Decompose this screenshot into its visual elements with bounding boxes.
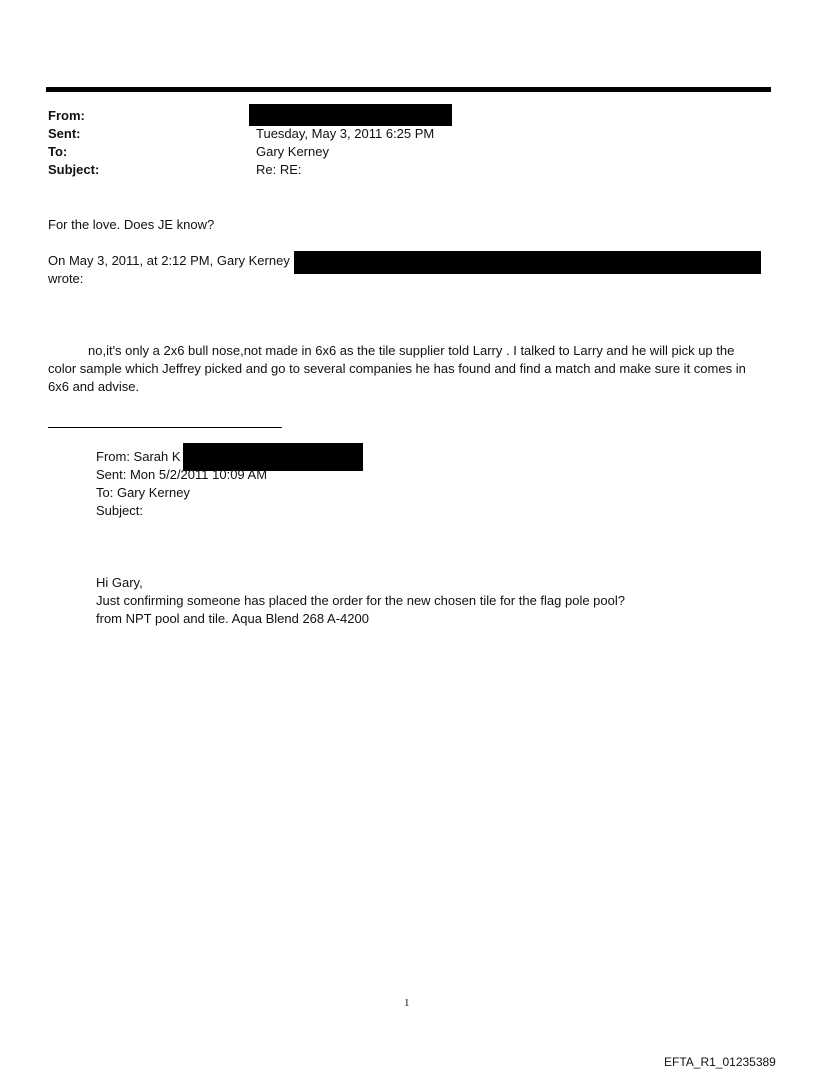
bates-id: EFTA_R1_01235389	[664, 1055, 776, 1069]
from-redaction	[249, 104, 452, 126]
sent-value: Tuesday, May 3, 2011 6:25 PM	[256, 126, 435, 141]
message-line-2: color sample which Jeffrey picked and go to several companies he has found and find a match and make sure it comes in	[48, 361, 746, 376]
original-sent: Sent: Mon 5/2/2011 10:09 AM	[96, 467, 268, 482]
subject-label: Subject:	[48, 162, 100, 177]
reply-text: For the love. Does JE know?	[48, 217, 215, 232]
quote-intro-line2: wrote:	[48, 271, 84, 286]
original-line-2: from NPT pool and tile. Aqua Blend 268 A-4200	[96, 611, 369, 626]
from-label: From:	[48, 108, 85, 123]
subject-value: Re: RE:	[256, 162, 302, 177]
separator-line	[48, 427, 282, 428]
original-to: To: Gary Kerney	[96, 485, 190, 500]
email-redaction	[294, 251, 761, 274]
to-value: Gary Kerney	[256, 144, 329, 159]
quote-intro-line1: On May 3, 2011, at 2:12 PM, Gary Kerney	[48, 253, 290, 268]
original-subject: Subject:	[96, 503, 143, 518]
header-rule	[46, 87, 771, 92]
sent-label: Sent:	[48, 126, 81, 141]
original-greeting: Hi Gary,	[96, 575, 143, 590]
original-line-1: Just confirming someone has placed the order for the new chosen tile for the flag pole pool?	[96, 593, 625, 608]
page-number: 1	[404, 997, 410, 1009]
to-label: To:	[48, 144, 68, 159]
message-line-3: 6x6 and advise.	[48, 379, 140, 394]
original-from: From: Sarah K	[96, 449, 181, 464]
message-line-1: no,it's only a 2x6 bull nose,not made in 6x6 as the tile supplier told Larry . I talked to Larry and he will pick up the	[88, 343, 735, 358]
